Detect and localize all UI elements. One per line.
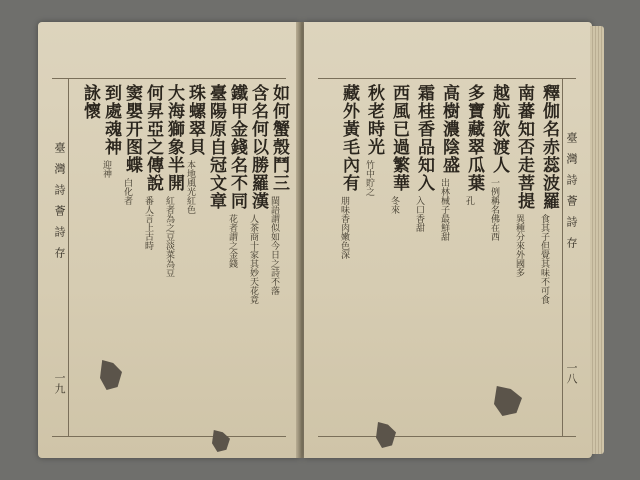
right-page-edges (590, 26, 604, 454)
left-column-main: 含名何以勝羅漢 (248, 84, 268, 210)
left-column-main: 詠懷 (80, 84, 100, 120)
right-column-main: 越航欲渡人 (489, 84, 509, 174)
right-column-note: 入口香甜 (414, 196, 424, 232)
right-page (304, 22, 592, 458)
right-column-note: 朋味香肉嫩色深 (339, 196, 349, 259)
left-page-outer-rule (68, 78, 69, 436)
left-column-note: 本地風光紅色 (185, 160, 195, 214)
left-column-note: 人茶商十家其妙天花竟 (248, 214, 258, 304)
left-running-head: 臺灣詩薈詩存 (53, 142, 66, 268)
left-column-main: 到處魂神 (101, 84, 121, 156)
right-column-main: 釋伽名赤蕊波羅 (539, 84, 559, 210)
left-column-main: 大海獅象半開 (164, 84, 184, 192)
right-column-main: 霜桂香品知入 (414, 84, 434, 192)
left-column-note: 紅者為之豆淡菜為豆 (164, 196, 174, 277)
left-column-main: 窦嬰开图蝶 (122, 84, 142, 174)
left-folio: 一九 (53, 372, 66, 394)
left-column-note: 閩語謂似如今日之詩不落 (269, 196, 279, 295)
right-column-note: 孔 (464, 196, 474, 205)
right-page-bottom-rule (318, 436, 576, 437)
left-column-note: 白化者 (122, 178, 132, 205)
right-running-head: 臺灣詩薈詩存 (565, 132, 578, 258)
right-page-outer-rule (562, 78, 563, 436)
right-page-top-rule (318, 78, 576, 79)
left-column-note: 花者謂之金錢 (227, 214, 237, 268)
left-column-note: 迎神 (101, 160, 111, 178)
left-page (38, 22, 300, 458)
right-column-note: 食其子但覺其味不可食 (539, 214, 549, 304)
right-column-main: 西風已過繁華 (389, 84, 409, 192)
right-column-note: 出林械子最鮮甜 (439, 178, 449, 241)
right-column-main: 南蕃知否走菩提 (514, 84, 534, 210)
left-column-main: 何昇亞之傳說 (143, 84, 163, 192)
right-column-main: 秋老時光 (364, 84, 384, 156)
right-column-note: 竹中貯之 (364, 160, 374, 196)
left-page-top-rule (52, 78, 286, 79)
left-page-bottom-rule (52, 436, 286, 437)
left-column-note: 番人言上古時 (143, 196, 153, 250)
right-folio: 一八 (565, 362, 578, 384)
left-column-main: 如何蟹殼鬥三 (269, 84, 289, 192)
left-column-main: 臺陽原自冠文章 (206, 84, 226, 210)
left-column-main: 珠螺翠貝 (185, 84, 205, 156)
right-column-note: 一例稱名佛在西 (489, 178, 499, 241)
right-column-main: 高樹濃陰盛 (439, 84, 459, 174)
right-column-main: 藏外黃毛內有 (339, 84, 359, 192)
right-column-main: 多寶藏翠瓜葉 (464, 84, 484, 192)
right-column-note: 異種分來外國多 (514, 214, 524, 277)
left-column-main: 鐵甲金錢名不同 (227, 84, 247, 210)
right-column-note: 冬來 (389, 196, 399, 214)
